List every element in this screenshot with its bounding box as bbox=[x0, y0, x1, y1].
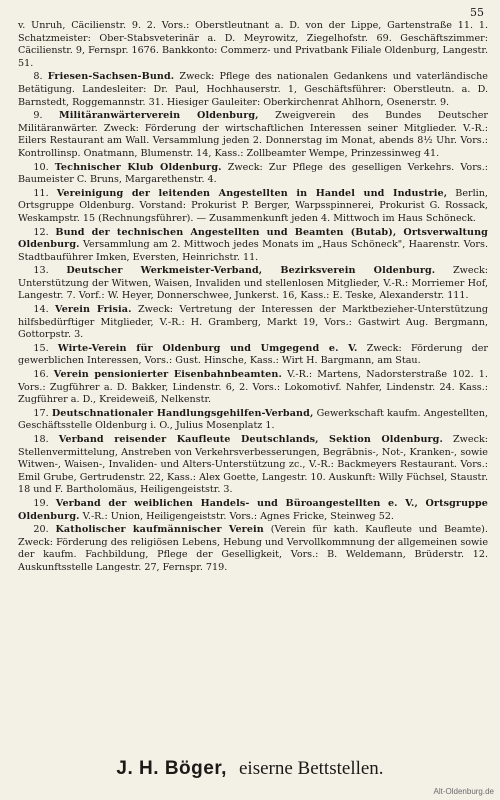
source-watermark: Alt-Oldenburg.de bbox=[433, 787, 494, 796]
entry-number: 15. bbox=[33, 342, 49, 354]
entry-text: Zweck: Unterstützung der Witwen, Waisen, Invaliden und stellenlosen Mitglieder, V.-R.: Morriemer Hof, Langestr. 7. Vorf.: W. Heyer, Donnerschwee, Junkerst. 16, Kass.: E. Teske, Alexanderstr. 111. bbox=[18, 265, 488, 302]
continued-entry bbox=[18, 20, 488, 70]
entry-title: Bund der technischen Angestellten und Beamten (Butab), Ortsverwaltung Oldenburg. bbox=[18, 226, 488, 251]
entry-text: v. Unruh, Cäcilienstr. 9. 2. Vors.: Oberstleutnant a. D. von der Lippe, Gartenstraße 11. 1. Schatzmeister: Ober-Stabsveterinär a. D. Meyrowitz, Ziegelhofstr. 69. Geschäftszimmer: Cäcilienstr. 9, Fernspr. 1676. Bankkonto: Commerz- und Privatbank Filiale Oldenburg, Langestr. 51. bbox=[18, 20, 488, 69]
association-entry bbox=[18, 498, 488, 523]
association-entry bbox=[18, 524, 488, 574]
entry-number: 18. bbox=[33, 434, 49, 445]
entry-number: 13. bbox=[33, 265, 49, 277]
entry-text: (Verein für kath. Kaufleute und Beamte). Zweck: Förderung des religiösen Lebens, Hebung und Vervollkommnung der allgemeinen sowie der kaufm. Fachbildung, Pflege der Geselligkeit, Vors.: B. Weldemann, Brüderstr. 12. Auskunftsstelle Langestr. 27, Fernspr. 719. bbox=[18, 524, 488, 573]
entry-text: V.-R.: Union, Heiligengeiststr. Vors.: Agnes Fricke, Steinweg 52. bbox=[82, 510, 394, 522]
association-entry bbox=[18, 343, 488, 368]
entry-title: Verein Frisia. bbox=[55, 304, 132, 316]
entry-title: Verein pensionierter Eisenbahnbeamten. bbox=[53, 369, 282, 381]
association-entry bbox=[18, 304, 488, 342]
entry-number: 17. bbox=[33, 407, 49, 419]
entry-number: 9. bbox=[33, 110, 43, 122]
entry-title: Verband reisender Kaufleute Deutschlands, Sektion Oldenburg. bbox=[58, 434, 443, 445]
entry-title: Militäranwärterverein Oldenburg, bbox=[59, 110, 259, 122]
entry-text: Berlin, Ortsgruppe Oldenburg. Vorstand: Prokurist P. Berger, Warpsspinnerei, Prokurist G. Rossack, Weskampstr. 15 (Rechnungsführer). — Zusammenkunft jeden 4. Mittwoch im Haus Schöneck. bbox=[18, 187, 488, 224]
association-entry bbox=[18, 434, 488, 497]
entry-number: 19. bbox=[33, 497, 49, 509]
entry-title: Katholischer kaufmännischer Verein bbox=[55, 524, 264, 536]
entry-title: Deutscher Werkmeister-Verband, Bezirksverein Oldenburg. bbox=[66, 265, 436, 277]
entry-text: Zweck: Stellenvermittelung, Anstreben von Verkehrsverbesserungen, Begräbnis-, Not-, Kranken-, sowie Witwen-, Waisen-, Invaliden- und Alters-Unterstützung zc., V.-R.: Backmeyers Restaurant. Vors.: Emil Grube, Gertrudenstr. 22, Kass.: Alex Goette, Langestr. 10. Auskunft: Willy Füchsel, Staustr. 18 und F. Bartholomäus, Heiligengeiststr. 3. bbox=[18, 434, 488, 496]
advertiser-name: J. H. Böger, bbox=[116, 758, 227, 779]
entry-number: 20. bbox=[33, 524, 49, 536]
entry-title: Verband der weiblichen Handels- und Büroangestellten e. V., Ortsgruppe Oldenburg. bbox=[18, 497, 488, 522]
entry-number: 8. bbox=[33, 71, 43, 83]
association-entry bbox=[18, 408, 488, 433]
advertisement bbox=[0, 757, 500, 780]
entry-title: Friesen-Sachsen-Bund. bbox=[47, 71, 175, 83]
association-entry bbox=[18, 265, 488, 303]
entry-title: Wirte-Verein für Oldenburg und Umgegend e. V. bbox=[57, 342, 358, 354]
entry-number: 11. bbox=[33, 187, 49, 199]
entry-number: 10. bbox=[33, 161, 49, 173]
entry-title: Technischer Klub Oldenburg. bbox=[54, 161, 222, 173]
entry-text: Gewerkschaft kaufm. Angestellten, Geschäftsstelle Oldenburg i. O., Julius Mosenplatz 1. bbox=[18, 407, 488, 432]
association-entry bbox=[18, 188, 488, 226]
association-entry bbox=[18, 227, 488, 265]
association-entry bbox=[18, 71, 488, 109]
entry-text: Versammlung am 2. Mittwoch jedes Monats im „Haus Schöneck", Haarenstr. Vors. Stadtbauführer Imken, Eversten, Heinrichstr. 11. bbox=[18, 239, 488, 263]
entry-text: V.-R.: Martens, Nadorsterstraße 102. 1. Vors.: Zugführer a. D. Bakker, Lindenstr. 6, 2. Vors.: Lokomotivf. Nahfer, Lindenstr. 24. Kass.: Zugführer a. D., Kreideweiß, Nelkenstr. bbox=[18, 369, 488, 406]
entry-number: 14. bbox=[33, 304, 49, 316]
association-entry bbox=[18, 110, 488, 160]
entry-title: Vereinigung der leitenden Angestellten in Handel und Industrie, bbox=[56, 187, 448, 199]
association-entry bbox=[18, 162, 488, 187]
page-number: 55 bbox=[470, 6, 484, 19]
entry-number: 16. bbox=[33, 369, 49, 381]
entry-text: Zweck: Vertretung der Interessen der Marktbezieher-Unterstützung hilfsbedürftiger Mitglieder, V.-R.: H. Gramberg, Markt 19, Vors.: Gastwirt Aug. Bergmann, Gottorpstr. 3. bbox=[18, 304, 488, 341]
entry-text: Zweck: Pflege des nationalen Gedankens und vaterländische Betätigung. Landesleiter: Dr. Paul, Hochhauserstr. 1, Geschäftsführer: Oberstleutn. a. D. Barnstedt, Roggemannstr. 31. Hiesiger Gauleiter: Oberkirchenrat Ahlhorn, Osenerstr. 9. bbox=[18, 71, 488, 108]
association-list bbox=[18, 20, 488, 576]
entry-text: Zweck: Zur Pflege des geselligen Verkehrs. Vors.: Baumeister C. Bruns, Margarethenstr. 4. bbox=[18, 161, 488, 186]
entry-text: Zweigverein des Bundes Deutscher Militäranwärter. Zweck: Förderung der wirtschaftlichen Interessen seiner Mitglieder. V.-R.: Eilers Restaurant am Wall. Versammlung jeden 2. Donnerstag im Monat, abends 8½ Uhr. Vors.: Kontrollinsp. Onatmann, Blumenstr. 14, Kass.: Zollbeamter Wempe, Prinzessinweg 41. bbox=[18, 110, 488, 159]
advertiser-product: eiserne Bettstellen. bbox=[239, 758, 384, 779]
entry-text: Zweck: Förderung der gewerblichen Interessen, Vors.: Gust. Hinsche, Kass.: Wirt H. Bargmann, am Stau. bbox=[18, 342, 488, 367]
association-entry bbox=[18, 369, 488, 407]
entry-number: 12. bbox=[33, 226, 49, 238]
entry-title: Deutschnationaler Handlungsgehilfen-Verband, bbox=[51, 407, 314, 419]
